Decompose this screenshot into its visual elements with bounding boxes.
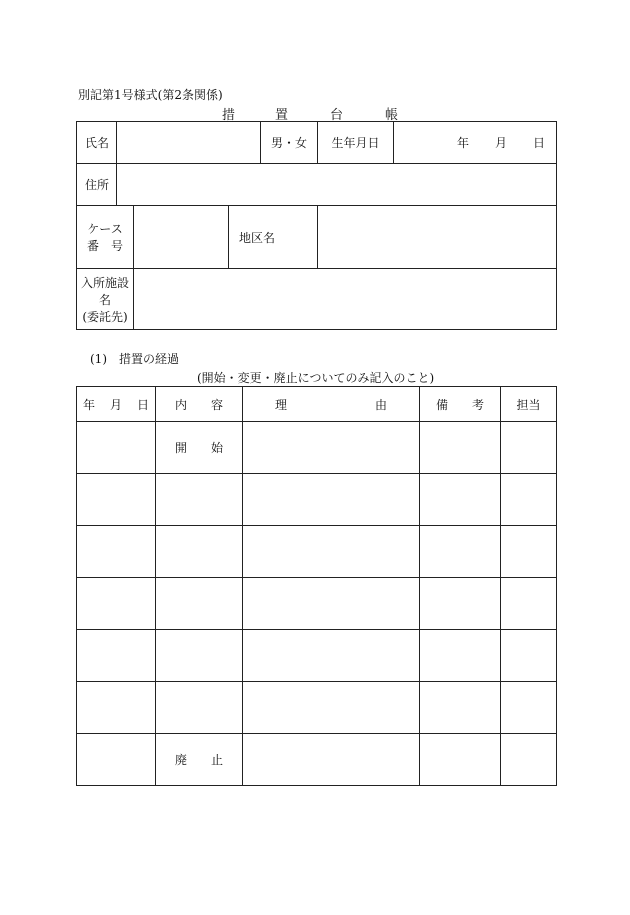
date-cell[interactable] [77, 526, 156, 578]
staff-cell[interactable] [501, 526, 557, 578]
case-label-line-1: ケース [87, 222, 123, 236]
day-label: 日 [533, 136, 546, 150]
header-reason-char: 由 [374, 397, 387, 412]
content-cell[interactable] [156, 526, 243, 578]
remarks-cell[interactable] [420, 474, 501, 526]
header-remarks-char: 考 [471, 397, 484, 412]
remarks-cell[interactable] [420, 578, 501, 630]
date-cell[interactable] [77, 682, 156, 734]
reason-cell[interactable] [243, 578, 420, 630]
section-note: (開始・変更・廃止についてのみ記入のこと) [197, 371, 435, 385]
district-field[interactable] [318, 206, 557, 269]
title-char: 台 [330, 108, 344, 123]
facility-label-line-2: (委託先) [82, 309, 128, 324]
reason-cell[interactable] [243, 526, 420, 578]
staff-cell[interactable] [501, 630, 557, 682]
table-row [77, 526, 557, 578]
month-label: 月 [495, 136, 508, 150]
date-cell[interactable] [77, 578, 156, 630]
district-label: 地区名 [229, 206, 318, 269]
content-cell[interactable] [156, 682, 243, 734]
history-table [76, 386, 557, 786]
header-date-char: 日 [136, 397, 149, 412]
header-date-char: 年 [83, 397, 96, 412]
title-char: 措 [222, 108, 236, 123]
content-cell[interactable] [156, 474, 243, 526]
staff-cell[interactable] [501, 474, 557, 526]
personal-info-table [76, 121, 557, 330]
table-row [77, 630, 557, 682]
header-reason-char: 理 [275, 397, 288, 412]
reason-cell[interactable] [243, 474, 420, 526]
remarks-cell[interactable] [420, 682, 501, 734]
header-staff: 担当 [501, 387, 557, 422]
table-row [77, 682, 557, 734]
date-cell[interactable] [77, 422, 156, 474]
facility-field[interactable] [134, 269, 557, 330]
date-cell[interactable] [77, 630, 156, 682]
reason-cell[interactable] [243, 630, 420, 682]
content-cell[interactable] [156, 578, 243, 630]
header-content [156, 387, 243, 422]
end-char: 廃 [175, 753, 188, 767]
name-field[interactable] [117, 122, 261, 164]
remarks-cell[interactable] [420, 526, 501, 578]
title-char: 帳 [385, 108, 399, 123]
birthdate-field[interactable] [394, 122, 557, 164]
header-date [77, 387, 156, 422]
header-remarks [420, 387, 501, 422]
staff-cell[interactable] [501, 422, 557, 474]
form-number-label: 別記第1号様式(第2条関係) [78, 88, 223, 102]
remarks-cell[interactable] [420, 422, 501, 474]
facility-label-line-1: 入所施設名 [80, 275, 129, 307]
gender-label: 男・女 [261, 122, 318, 164]
content-cell[interactable] [156, 630, 243, 682]
reason-cell[interactable] [243, 682, 420, 734]
content-cell-end [156, 734, 243, 786]
staff-cell[interactable] [501, 682, 557, 734]
end-char: 止 [210, 753, 223, 767]
start-char: 開 [175, 441, 188, 455]
header-date-char: 月 [109, 397, 122, 412]
facility-label [77, 269, 134, 330]
title-char: 置 [275, 108, 289, 123]
case-label-line-2: 番 号 [86, 239, 123, 253]
header-content-char: 容 [210, 397, 223, 412]
reason-cell[interactable] [243, 422, 420, 474]
name-label: 氏名 [77, 122, 117, 164]
case-number-label [77, 206, 134, 269]
staff-cell[interactable] [501, 578, 557, 630]
header-reason [243, 387, 420, 422]
address-field[interactable] [117, 164, 557, 206]
remarks-cell[interactable] [420, 630, 501, 682]
case-number-field[interactable] [134, 206, 229, 269]
table-row [77, 734, 557, 786]
year-label: 年 [457, 136, 470, 150]
remarks-cell[interactable] [420, 734, 501, 786]
table-row [77, 578, 557, 630]
header-content-char: 内 [175, 397, 188, 412]
reason-cell[interactable] [243, 734, 420, 786]
date-cell[interactable] [77, 734, 156, 786]
birthdate-label: 生年月日 [318, 122, 394, 164]
section-heading: (1) 措置の経過 [90, 352, 179, 366]
address-label: 住所 [77, 164, 117, 206]
date-cell[interactable] [77, 474, 156, 526]
staff-cell[interactable] [501, 734, 557, 786]
header-remarks-char: 備 [436, 397, 449, 412]
table-row [77, 422, 557, 474]
start-char: 始 [210, 441, 223, 455]
content-cell-start [156, 422, 243, 474]
table-row [77, 474, 557, 526]
